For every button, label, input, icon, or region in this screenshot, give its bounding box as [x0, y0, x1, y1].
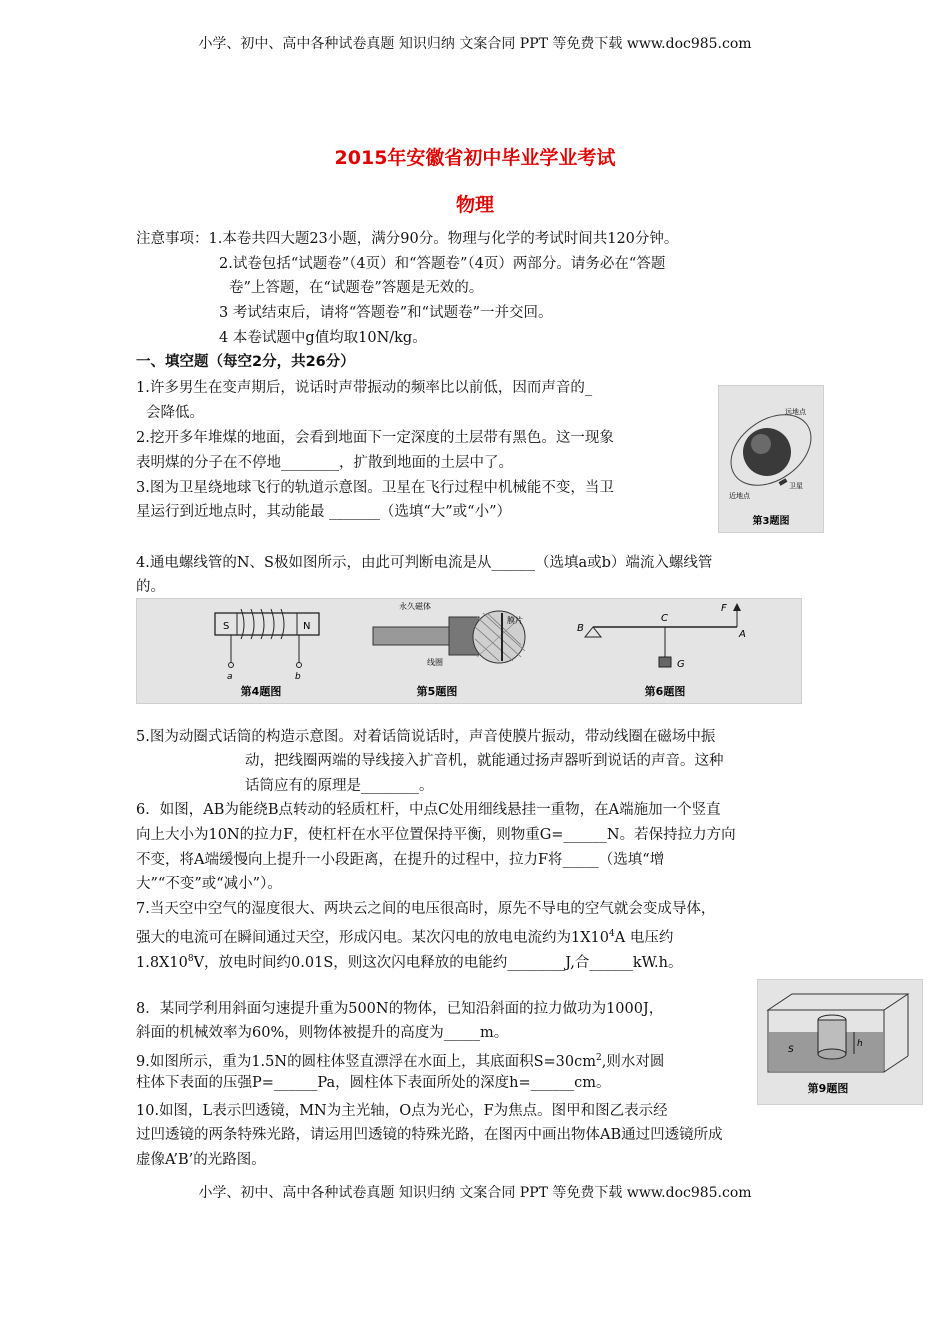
- note-3: 3 考试结束后，请将“答题卷”和“试题卷”一并交回。: [219, 305, 553, 321]
- q7-line-2: 强大的电流可在瞬间通过天空，形成闪电。某次闪电的放电电流约为$1X10^4A$ 电压约: [136, 929, 674, 946]
- figure-strip: [137, 599, 801, 703]
- q8-line-1: 8．某同学利用斜面匀速提升重为500N的物体，已知沿斜面的拉力做功为1000J，: [136, 1001, 664, 1017]
- q1-line-1: 1.许多男生在变声期后，说话时声带振动的频率比以前低，因而声音的_: [136, 380, 593, 396]
- q10-line-3: 虚像A’B’的光路图。: [136, 1152, 266, 1168]
- q9-line-1: 9.如图所示，重为1.5N的圆柱体竖直漂浮在水面上，其底面积$S=30cm^2$,则水对圆: [136, 1053, 665, 1070]
- fig9-label-s: S: [788, 1045, 794, 1055]
- page-header: 小学、初中、高中各种试卷真题 知识归纳 文案合同 PPT 等免费下载 www.doc985.com: [198, 36, 752, 52]
- figure-6-caption: 第6题图: [644, 685, 686, 698]
- q2-line-2: 表明煤的分子在不停地________，扩散到地面的土层中了。: [136, 455, 513, 471]
- q6-line-2: 向上大小为10N的拉力F，使杠杆在水平位置保持平衡，则物重G=______N。若保持拉力方向: [136, 827, 736, 843]
- q6-line-4: 大”“不变”或“减小”）。: [136, 876, 282, 892]
- fig5-label-coil: 线圈: [427, 658, 443, 667]
- q10-line-1: 10.如图，L表示凹透镜，MN为主光轴，O点为光心，F为焦点。图甲和图乙表示经: [136, 1103, 668, 1119]
- figure-4-solenoid: [215, 609, 319, 698]
- fig6-label-b: B: [577, 623, 584, 634]
- q5-line-3: 话筒应有的原理是________。: [245, 778, 434, 794]
- fig6-label-f: F: [721, 603, 727, 614]
- figure-3-satellite-orbit: [718, 385, 824, 533]
- fig9-label-h: h: [857, 1039, 863, 1049]
- q7-line-3: $1.8X10^8V$，放电时间约0.01S，则这次闪电释放的电能约________J,合______kW.h。: [136, 954, 683, 971]
- q3-line-2: 星运行到近地点时，其动能最 _______（选填“大”或“小”）: [136, 504, 512, 520]
- q5-line-1: 5.图为动圈式话筒的构造示意图。对着话筒说话时，声音使膜片振动，带动线圈在磁场中振: [136, 729, 716, 745]
- note-2a: 2.试卷包括“试题卷”（4页）和“答题卷”（4页）两部分。请务必在“答题: [219, 256, 666, 272]
- q4-line-2: 的。: [136, 579, 165, 595]
- fig5-label-magnet: 永久磁体: [399, 602, 431, 611]
- section-1-heading: 一、填空题（每空2分，共26分）: [136, 354, 355, 370]
- q8-line-2: 斜面的机械效率为60%，则物体被提升的高度为_____m。: [136, 1025, 509, 1041]
- q6-line-3: 不变，将A端缓慢向上提升一小段距离，在提升的过程中，拉力F将_____（选填“增: [136, 852, 665, 868]
- figure-9-caption: 第9题图: [807, 1082, 849, 1095]
- fig6-label-g: G: [677, 659, 685, 670]
- label-far-point: 远地点: [785, 408, 806, 416]
- figures-4-5-6: [136, 598, 802, 704]
- figure-3-caption: 第3题图: [752, 516, 790, 527]
- page-footer: 小学、初中、高中各种试卷真题 知识归纳 文案合同 PPT 等免费下载 www.doc985.com: [198, 1185, 752, 1201]
- exam-title: 2015年安徽省初中毕业学业考试: [334, 147, 616, 169]
- note-1: 注意事项：1.本卷共四大题23小题，满分90分。物理与化学的考试时间共120分钟。: [136, 231, 679, 247]
- fig6-label-a: A: [739, 629, 746, 640]
- fig4-label-b: b: [295, 672, 301, 682]
- q5-line-2: 动，把线圈两端的导线接入扩音机，就能通过扬声器听到说话的声音。这种: [245, 753, 724, 769]
- q6-line-1: 6．如图，AB为能绕B点转动的轻质杠杆，中点C处用细线悬挂一重物，在A端施加一个竖直: [136, 802, 721, 818]
- q1-line-2: 会降低。: [146, 405, 204, 421]
- figure-5-caption: 第5题图: [416, 685, 458, 698]
- q7-line-1: 7.当天空中空气的湿度很大、两块云之间的电压很高时，原先不导电的空气就会变成导体，: [136, 901, 716, 917]
- figure-5-microphone: [373, 601, 525, 698]
- fig5-label-film: 膜片: [507, 616, 523, 625]
- q10-line-2: 过凹透镜的两条特殊光路，请运用凹透镜的特殊光路，在图丙中画出物体AB通过凹透镜所成: [136, 1127, 723, 1143]
- q2-line-1: 2.挖开多年堆煤的地面，会看到地面下一定深度的土层带有黑色。这一现象: [136, 430, 614, 446]
- figure-6-lever: [577, 603, 746, 698]
- q3-line-1: 3.图为卫星绕地球飞行的轨道示意图。卫星在飞行过程中机械能不变，当卫: [136, 480, 614, 496]
- fig4-label-s: S: [223, 621, 230, 632]
- figure-9-diagram: [758, 980, 922, 1104]
- fig4-label-n: N: [303, 621, 311, 632]
- fig4-label-a: a: [227, 672, 233, 682]
- subject-title: 物理: [455, 194, 494, 216]
- note-4: 4 本卷试题中g值均取10N/kg。: [219, 330, 427, 346]
- label-near-point: 近地点: [729, 492, 750, 500]
- q4-line-1: 4.通电螺线管的N、S极如图所示，由此可判断电流是从______（选填a或b）端流入螺线管: [136, 555, 713, 571]
- note-2b: 卷”上答题，在“试题卷”答题是无效的。: [229, 280, 484, 296]
- fig6-label-c: C: [661, 613, 668, 624]
- figure-9-floating-cylinder: [757, 979, 923, 1105]
- label-satellite: 卫星: [789, 482, 803, 490]
- q9-line-2: 柱体下表面的压强P=______Pa，圆柱体下表面所处的深度h=______cm。: [136, 1075, 611, 1091]
- figure-4-caption: 第4题图: [240, 685, 282, 698]
- orbit-diagram: [719, 386, 823, 532]
